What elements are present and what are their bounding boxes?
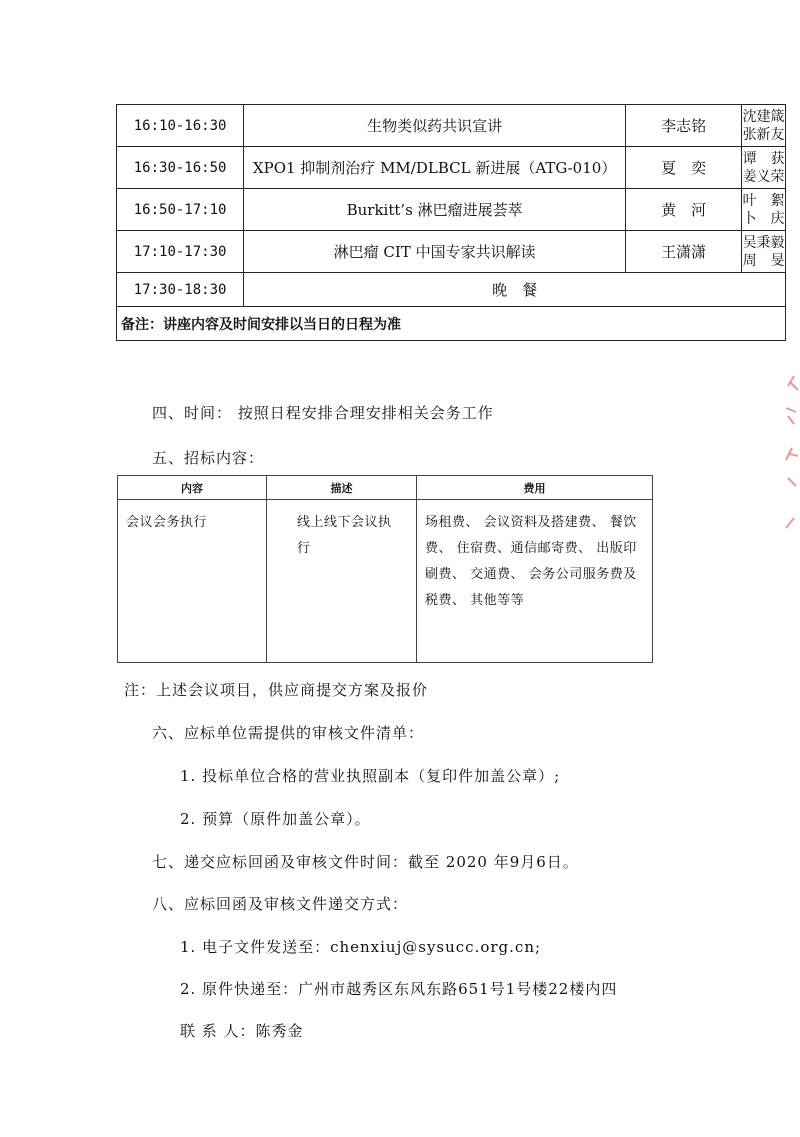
description-cell [267, 500, 417, 663]
description-text [267, 500, 416, 562]
speaker-cell: 李志铭 [626, 105, 742, 147]
note-line: 注：上述会议项目，供应商提交方案及报价 [124, 681, 429, 699]
section-deadline: 七、递交应标回函及审核文件时间：截至 2020 年9月6日。 [152, 853, 579, 871]
section-bid-content: 五、招标内容： [152, 449, 265, 467]
topic-cell: Burkitt’s 淋巴瘤进展荟萃 [244, 189, 626, 231]
cost-cell [417, 500, 653, 663]
chair-cell [742, 105, 786, 147]
time-cell: 16:30-16:50 [117, 147, 244, 189]
speaker-cell: 夏 奕 [626, 147, 742, 189]
chair-name: 吴秉毅 [742, 234, 785, 251]
chair-name: 叶 絮 [742, 192, 785, 209]
schedule-row [117, 231, 786, 273]
schedule-row [117, 189, 786, 231]
chair-name: 姜义荣 [742, 168, 785, 185]
time-cell: 17:10-17:30 [117, 231, 244, 273]
description-line: 线上线下会议执 [297, 515, 392, 530]
section-submission: 八、应标回函及审核文件递交方式： [152, 895, 409, 913]
chair-name: 周 旻 [742, 252, 785, 269]
time-cell: 17:30-18:30 [117, 273, 244, 307]
chair-cell [742, 147, 786, 189]
schedule-row [117, 147, 786, 189]
time-cell: 16:50-17:10 [117, 189, 244, 231]
chair-name: 谭 获 [742, 150, 785, 167]
section-time: 四、时间： 按照日程安排合理安排相关会务工作 [152, 404, 494, 422]
topic-cell: 淋巴瘤 CIT 中国专家共识解读 [244, 231, 626, 273]
header-content: 内容 [118, 476, 267, 500]
schedule-row [117, 105, 786, 147]
cost-line: 税费、 其他等等 [425, 593, 525, 608]
chair-name: 张新友 [742, 126, 785, 143]
time-cell: 16:10-16:30 [117, 105, 244, 147]
chair-name: 沈建箴 [742, 108, 785, 125]
description-line: 行 [297, 541, 311, 556]
contact-line: 联 系 人：陈秀金 [180, 1022, 304, 1040]
submission-item: 1. 电子文件发送至：chenxiuj@sysucc.org.cn; [180, 938, 542, 956]
cost-text [417, 500, 652, 614]
schedule-note: 备注：讲座内容及时间安排以当日的日程为准 [117, 307, 786, 341]
header-cost: 费用 [417, 476, 653, 500]
bid-table-row [118, 500, 653, 663]
document-item: 2. 预算（原件加盖公章）。 [180, 810, 371, 828]
document-item: 1. 投标单位合格的营业执照副本（复印件加盖公章）; [180, 767, 561, 785]
speaker-cell: 王潇潇 [626, 231, 742, 273]
speaker-cell: 黄 河 [626, 189, 742, 231]
dinner-label: 晚 餐 [244, 273, 786, 307]
section-documents: 六、应标单位需提供的审核文件清单： [152, 724, 425, 742]
bid-table [117, 475, 653, 663]
cost-line: 费、 住宿费、通信邮寄费、 出版印 [425, 541, 637, 556]
chair-cell [742, 231, 786, 273]
note-row [117, 307, 786, 341]
seal-stamp-edge [780, 368, 800, 538]
chair-cell [742, 189, 786, 231]
seal-stamp-icon [780, 368, 800, 538]
content-text: 会议会务执行 [126, 515, 208, 530]
cost-line: 场租费、 会议资料及搭建费、 餐饮 [425, 515, 637, 530]
content-cell [118, 500, 267, 663]
dinner-row [117, 273, 786, 307]
submission-item: 2. 原件快递至：广州市越秀区东风东路651号1号楼22楼内四 [180, 980, 618, 998]
schedule-table [116, 104, 786, 341]
header-description: 描述 [267, 476, 417, 500]
cost-line: 刷费、 交通费、 会务公司服务费及 [425, 567, 637, 582]
topic-cell: 生物类似药共识宣讲 [244, 105, 626, 147]
topic-cell: XPO1 抑制剂治疗 MM/DLBCL 新进展（ATG-010） [244, 147, 626, 189]
chair-name: 卜 庆 [742, 210, 785, 227]
bid-table-header [118, 476, 653, 500]
